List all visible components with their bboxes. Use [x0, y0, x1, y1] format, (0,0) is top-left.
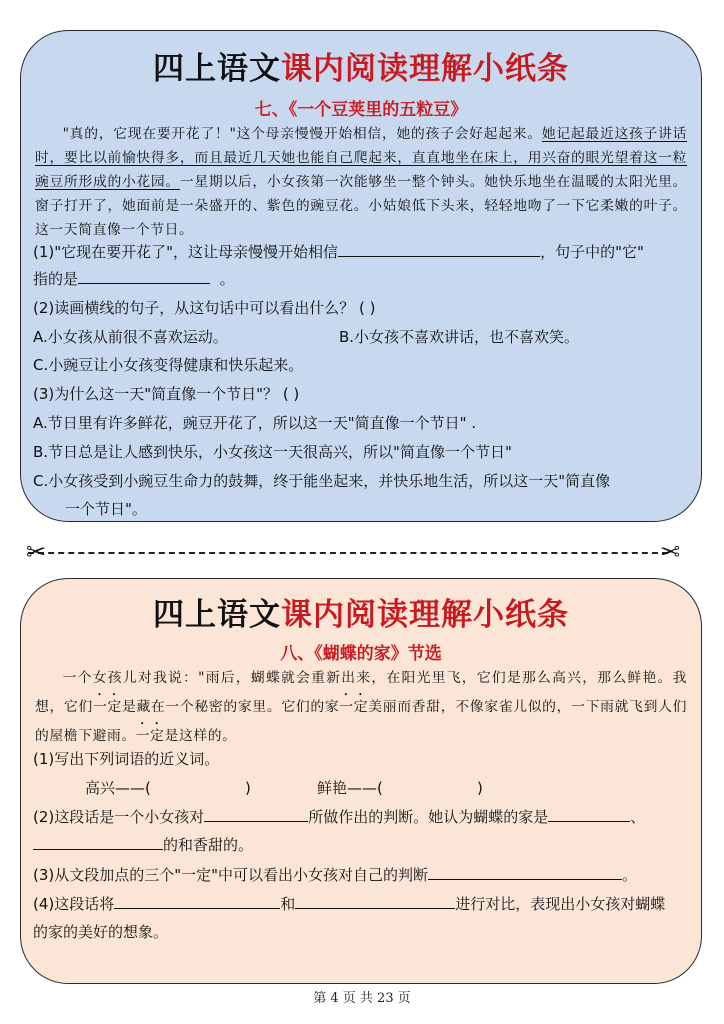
answer-blank[interactable] — [295, 894, 455, 909]
answer-blank[interactable] — [114, 894, 280, 909]
question-text: (2)这段话是一个小女孩对 — [33, 808, 205, 826]
option-b: B.节日总是让人感到快乐，小女孩这一天很高兴，所以"简直像一个节日" — [33, 443, 512, 461]
question-text: ，句子中的"它" — [540, 243, 644, 261]
question-2: (2)读画横线的句子，从这句话中可以看出什么？ ( ) — [33, 299, 376, 317]
passage-text: 一个女孩儿对我说："雨后，蝴蝶就会重新出来，在阳光里飞，它们是那么高兴，那么鲜艳。我想，它们 — [35, 670, 687, 715]
passage-text: 美丽而香甜，不像家雀儿似的，一下雨就飞到人们的屋檐下避雨。 — [35, 699, 687, 744]
question-1: (1)写出下列词语的近义词。 — [33, 750, 220, 768]
scissors-icon: ✂ — [660, 538, 681, 566]
passage-text: 是这样的。 — [164, 728, 237, 744]
question-text: (3)从文段加点的三个"一定"中可以看出小女孩对自己的判断 — [33, 866, 429, 884]
card-title — [21, 589, 701, 634]
answer-paren-close: ) — [245, 779, 251, 797]
card-title — [21, 43, 701, 88]
passage-text: 一星期以后，小女孩第一次能够坐一整个钟头。她快乐地坐在温暖的太阳光里。窗子打开了，她面前是一朵盛开的、紫色的豌豆花。小姑娘低下头来，轻轻地吻了一下它柔嫩的叶子。这一天简直像一个节日。 — [35, 174, 688, 238]
question-1-continued — [33, 267, 689, 291]
answer-blank[interactable] — [428, 865, 622, 880]
question-4 — [33, 892, 689, 916]
cut-line — [28, 552, 668, 554]
option-a: A.小女孩从前很不喜欢运动。 — [33, 328, 228, 346]
reading-card-8 — [20, 578, 702, 984]
option-b: B.小女孩不喜欢讲话，也不喜欢笑。 — [339, 328, 580, 346]
question-text: 的和香甜的。 — [163, 836, 254, 854]
answer-blank[interactable] — [78, 269, 210, 284]
dotted-word: 一定 — [339, 699, 369, 715]
underlined-sentence: 她记起最近这孩子讲话时，要比以前愉快得多，而且最近几天她也能自己爬起来，直直地坐在床上，用兴奋的眼光望着这一粒豌豆所形成的小花园。 — [35, 126, 688, 190]
question-text: (4)这段话将 — [33, 895, 115, 913]
question-3: (3)为什么这一天"简直像一个节日"？ ( ) — [33, 385, 300, 403]
question-3 — [33, 863, 689, 887]
dotted-word: 一定 — [135, 728, 165, 744]
title-black-part: 四上语文 — [153, 597, 281, 633]
dotted-word: 一定 — [92, 699, 122, 715]
reading-passage — [35, 665, 687, 749]
question-text: 所做作出的判断。她认为蝴蝶的家是 — [308, 808, 549, 826]
answer-blank[interactable] — [33, 835, 163, 850]
option-c: C.小女孩受到小豌豆生命力的鼓舞，终于能坐起来，并快乐地生活，所以这一天"简直像 — [33, 472, 611, 490]
question-text: 。 — [622, 866, 638, 884]
question-text: 和 — [280, 895, 296, 913]
passage-text: 是藏在一个秘密的家里。它们的家 — [121, 699, 340, 715]
question-2 — [33, 805, 689, 829]
scissors-icon: ✂ — [26, 538, 47, 566]
page-footer: 第 4 页 共 23 页 — [313, 991, 411, 1006]
answer-blank[interactable] — [204, 807, 308, 822]
reading-passage — [35, 122, 687, 242]
option-a: A.节日里有许多鲜花，豌豆开花了，所以这一天"简直像一个节日" . — [33, 414, 477, 432]
lesson-subtitle: 七、《一个豆荚里的五粒豆》 — [254, 100, 468, 120]
reading-card-7 — [20, 30, 702, 522]
question-4-continued: 的家的美好的想象。 — [33, 923, 169, 941]
word-xianyan: 鲜艳——( — [317, 779, 383, 797]
title-red-part: 课内阅读理解小纸条 — [281, 51, 569, 87]
question-2-options — [33, 325, 689, 349]
question-text: 进行对比，表现出小女孩对蝴蝶 — [455, 895, 666, 913]
option-c-continued: 一个节日"。 — [65, 500, 147, 518]
passage-text: "真的，它现在要开花了！"这个母亲慢慢开始相信，她的孩子会好起起来。 — [62, 126, 542, 142]
title-black-part: 四上语文 — [153, 51, 281, 87]
word-gaoxing: 高兴——( — [85, 779, 151, 797]
answer-blank[interactable] — [338, 242, 540, 257]
title-red-part: 课内阅读理解小纸条 — [281, 597, 569, 633]
question-text: 指的是 — [33, 270, 79, 288]
question-text: (1)"它现在要开花了"，这让母亲慢慢开始相信 — [33, 243, 339, 261]
question-text: 。 — [219, 270, 235, 288]
question-1 — [33, 240, 689, 264]
answer-paren-close: ) — [477, 779, 483, 797]
answer-blank[interactable] — [548, 807, 630, 822]
option-c: C.小豌豆让小女孩变得健康和快乐起来。 — [33, 356, 304, 374]
question-2-continued — [33, 833, 689, 857]
question-text: 、 — [630, 808, 646, 826]
lesson-subtitle: 八、《蝴蝶的家》节选 — [280, 644, 442, 664]
